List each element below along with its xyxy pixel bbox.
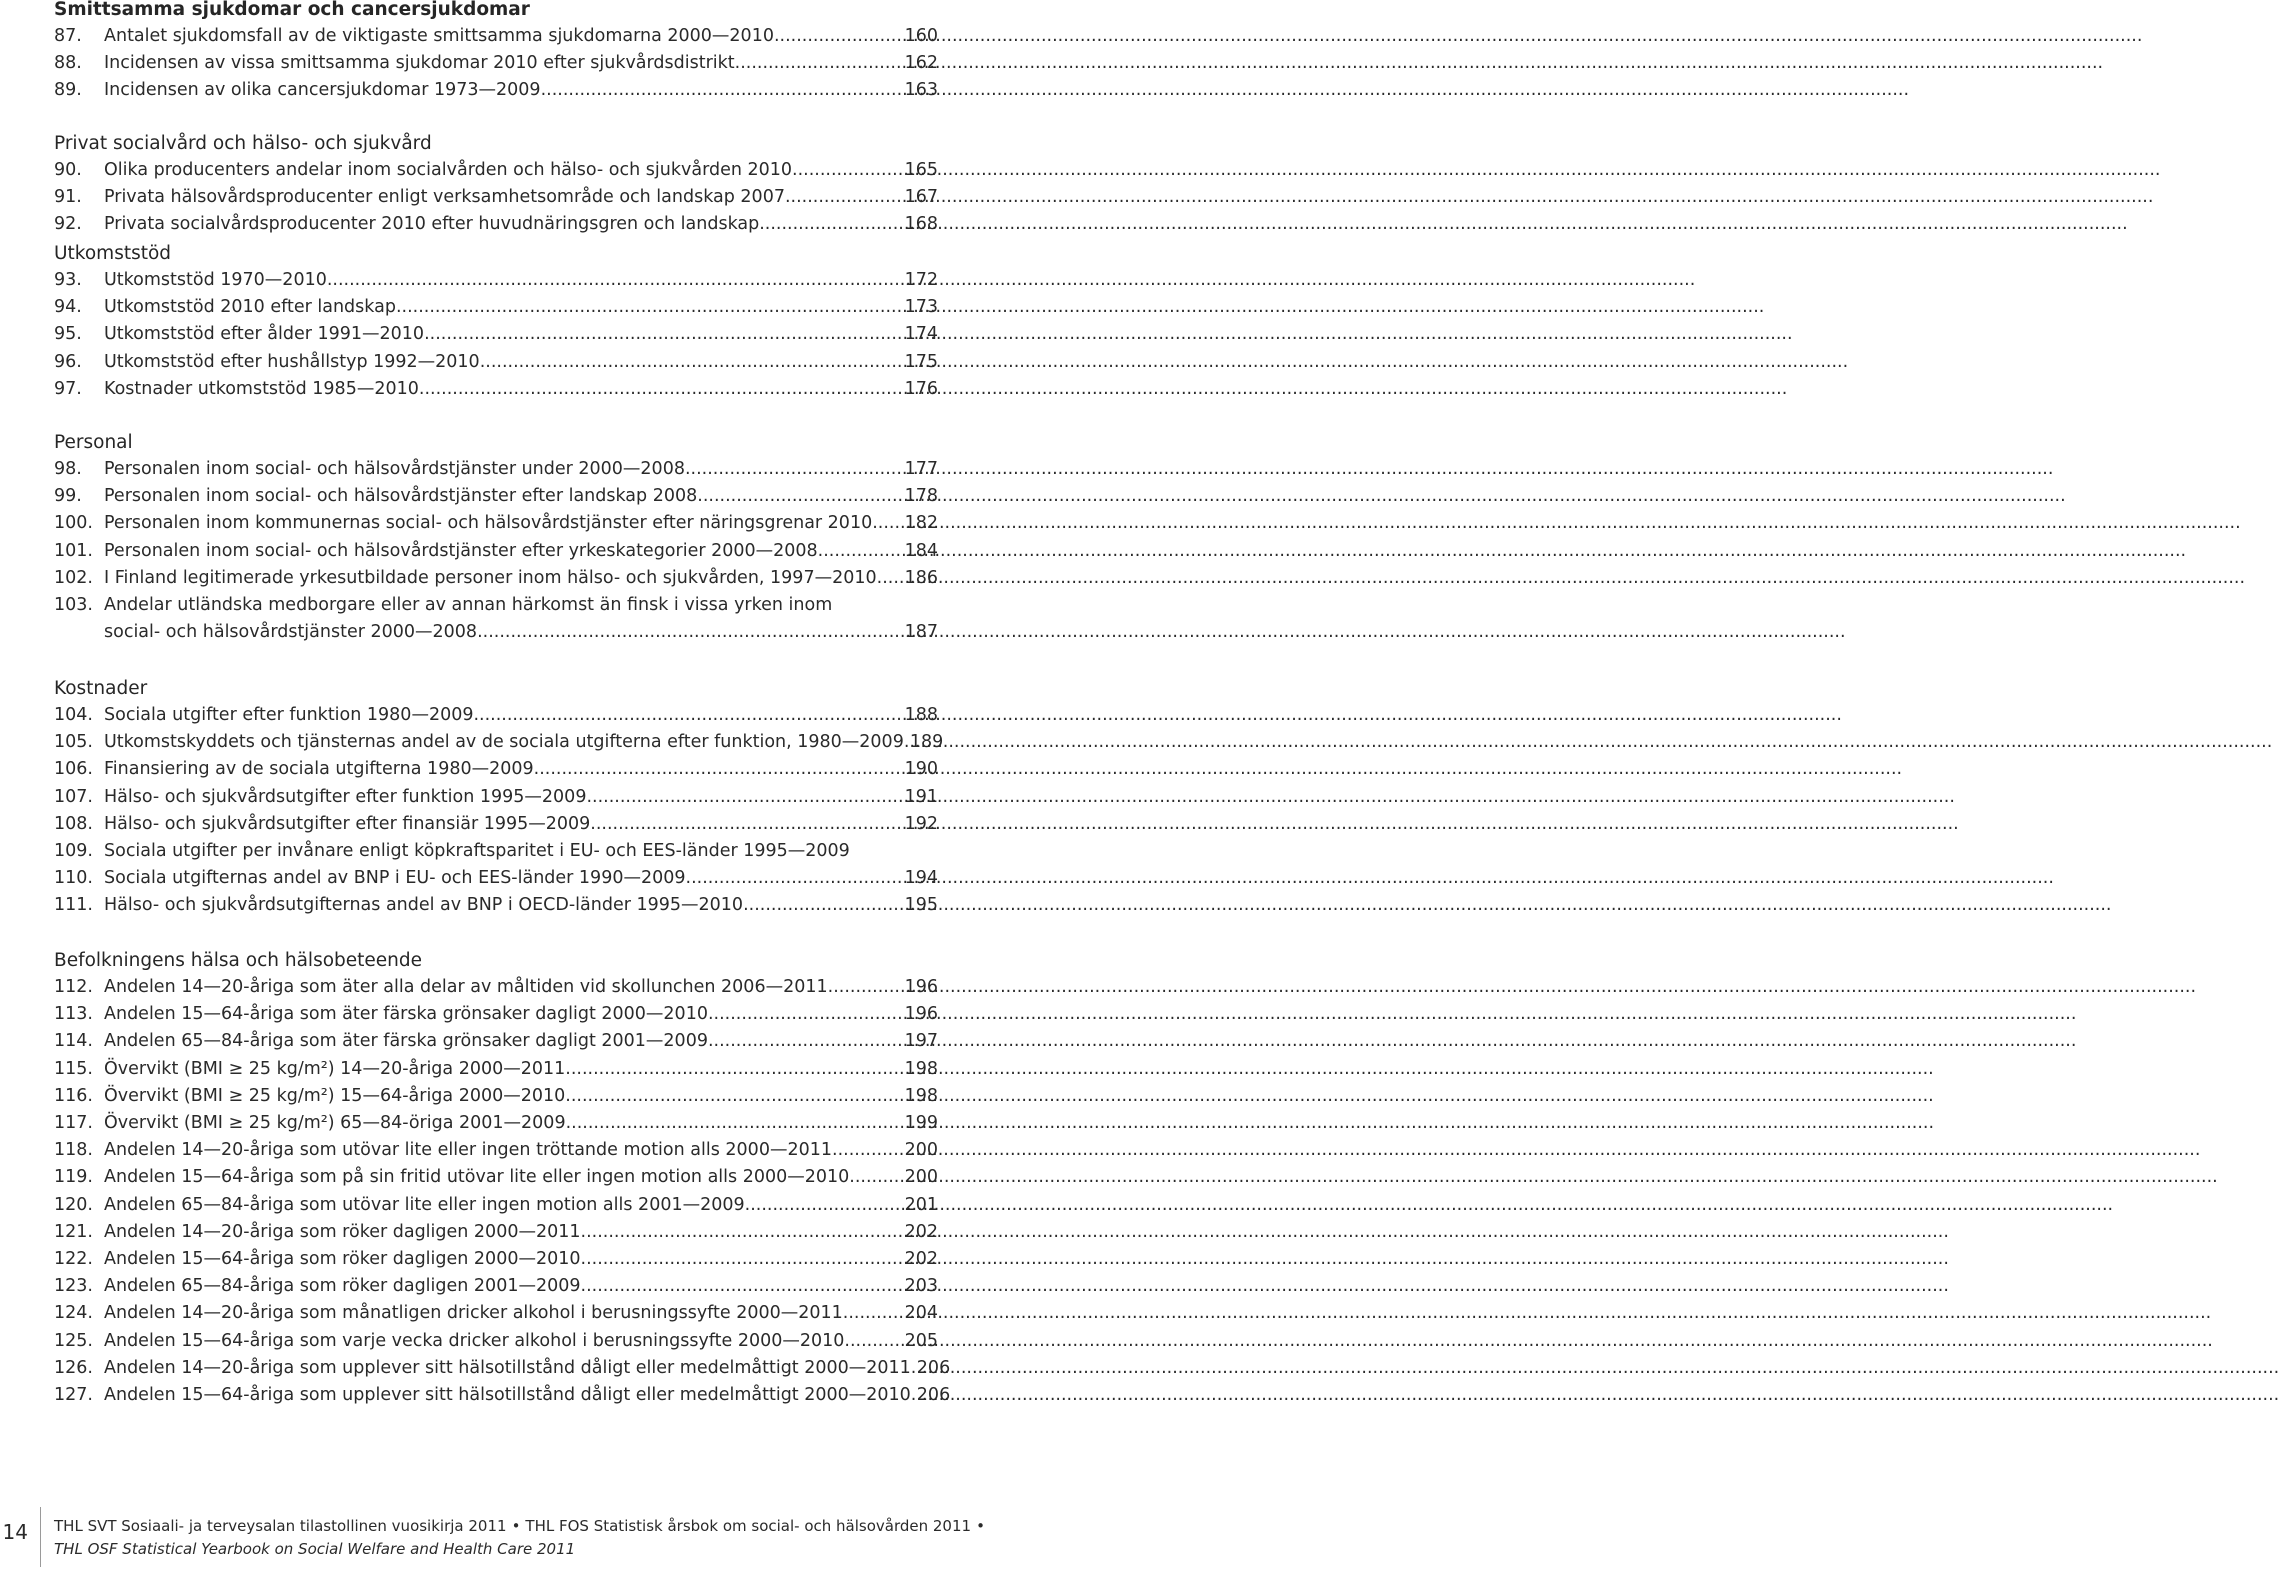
entry-number: 113.	[54, 1004, 93, 1025]
leader-dots	[697, 483, 904, 510]
entry-number: 120.	[54, 1194, 93, 1215]
entry-page: 167	[904, 187, 938, 208]
leader-dots	[877, 565, 905, 592]
entry-number: 89.	[54, 80, 82, 101]
entry-title: Kostnader utkomststöd 1985—2010	[104, 378, 419, 399]
entry-number: 108.	[54, 813, 93, 834]
leader-dots	[424, 321, 905, 348]
toc-entry	[54, 456, 938, 483]
entry-number: 107.	[54, 786, 93, 807]
leader-dots	[849, 1164, 904, 1191]
entry-title: Andelen 14—20-åriga som äter alla delar av måltiden vid skollunchen 2006—2011	[104, 977, 828, 997]
entry-page: 187	[904, 622, 938, 643]
leader-dots	[581, 1219, 905, 1246]
entry-title: Incidensen av olika cancersjukdomar 1973—2009	[104, 80, 541, 101]
entry-number: 99.	[54, 486, 82, 507]
entry-title: Personalen inom social- och hälsovårdstjänster efter yrkeskategorier 2000—2008	[104, 540, 818, 561]
entry-title: Personalen inom kommunernas social- och hälsovårdstjänster efter näringsgrenar 2010	[104, 513, 873, 534]
entry-page: 198	[904, 1085, 938, 1106]
entry-number: 110.	[54, 868, 93, 889]
entry-number: 98.	[54, 459, 82, 479]
entry-title: Hälso- och sjukvårdsutgifter efter funktion 1995—2009	[104, 786, 587, 807]
entry-title: Andelen 65—84-åriga som äter färska grönsaker dagligt 2001—2009	[104, 1031, 708, 1052]
entry-title: Hälso- och sjukvårdsutgifternas andel av BNP i OECD-länder 1995—2010	[104, 895, 744, 916]
leader-dots	[872, 510, 904, 537]
entry-number: 90.	[54, 160, 82, 180]
entry-title: Utkomststöd efter ålder 1991—2010	[104, 324, 425, 345]
entry-page: 165	[904, 160, 938, 180]
entry-number: 104.	[54, 705, 93, 725]
leader-dots	[566, 1110, 905, 1137]
entry-page: 172	[904, 270, 938, 290]
section-heading: Kostnader	[54, 678, 148, 699]
entry-number: 123.	[54, 1276, 93, 1297]
entry-page: 182	[904, 513, 938, 534]
entry-page: 199	[904, 1113, 938, 1134]
toc-entry	[54, 1056, 938, 1083]
entry-page: 197	[904, 1031, 938, 1052]
entry-title: Utkomststöd efter hushållstyp 1992—2010	[104, 351, 480, 372]
entry-title: Finansiering av de sociala utgifterna 1980—2009	[104, 759, 534, 780]
toc-entry	[54, 565, 938, 592]
entry-page: 188	[904, 705, 938, 725]
toc-entry	[54, 483, 938, 510]
toc-entry	[54, 702, 938, 729]
entry-number: 116.	[54, 1085, 93, 1106]
entry-number: 117.	[54, 1113, 93, 1134]
toc-entry	[54, 1083, 938, 1110]
toc-entry	[54, 1164, 938, 1191]
leader-dots	[396, 294, 905, 321]
entry-number: 88.	[54, 53, 82, 74]
entry-title: Andelen 15—64-åriga som på sin fritid utövar lite eller ingen motion alls 2000—2010	[104, 1167, 850, 1188]
entry-number: 126.	[54, 1357, 93, 1378]
leader-dots	[534, 756, 905, 783]
entry-number: 127.	[54, 1385, 93, 1406]
entry-title: Övervikt (BMI ≥ 25 kg/m²) 14—20-åriga 2000—2011	[104, 1058, 566, 1079]
entry-page: 202	[904, 1221, 938, 1242]
entry-number: 100.	[54, 513, 93, 534]
toc-entry	[54, 50, 938, 77]
footer-divider	[40, 1507, 41, 1567]
entry-title: Andelen 65—84-åriga som röker dagligen 2001—2009	[104, 1276, 581, 1297]
toc-entry	[54, 811, 938, 838]
toc-section	[54, 130, 938, 239]
leader-dots	[685, 456, 905, 483]
leader-dots	[686, 865, 905, 892]
entry-number: 125.	[54, 1330, 93, 1351]
entry-number: 112.	[54, 977, 93, 997]
toc-entry	[54, 865, 938, 892]
leader-dots	[473, 702, 904, 729]
entry-page: 201	[904, 1194, 938, 1215]
page-number: 14	[2, 1520, 28, 1544]
toc-entry	[54, 1382, 951, 1409]
leader-dots	[832, 1137, 905, 1164]
toc-section	[54, 947, 951, 1409]
leader-dots	[745, 1192, 905, 1219]
leader-dots	[774, 23, 905, 50]
entry-page: 205	[904, 1330, 938, 1351]
leader-dots	[565, 1056, 904, 1083]
footer-title-fi: THL SVT Sosiaali- ja terveysalan tilastollinen vuosikirja 2011	[54, 1517, 507, 1535]
entry-number: 118.	[54, 1140, 93, 1161]
entry-page: 192	[904, 813, 938, 834]
entry-title: Privata hälsovårdsproducenter enligt verksamhetsområde och landskap 2007	[104, 187, 785, 208]
bullet-icon: •	[976, 1517, 985, 1535]
entry-page: 168	[904, 214, 938, 235]
entry-title-continued: social- och hälsovårdstjänster 2000—2008	[104, 622, 478, 643]
toc-entry	[54, 538, 938, 565]
toc-entry	[54, 784, 938, 811]
toc-entry	[54, 1273, 938, 1300]
toc-entry	[54, 349, 938, 376]
entry-number: 97.	[54, 378, 82, 399]
entry-page: 196	[904, 977, 938, 997]
entry-page: 160	[904, 26, 938, 46]
toc-entry	[54, 1246, 938, 1273]
entry-page: 194	[904, 868, 938, 889]
entry-title: Andelen 14—20-åriga som månatligen dricker alkohol i berusningssyfte 2000—2011	[104, 1303, 843, 1324]
toc-entry	[54, 592, 938, 619]
toc-entry	[54, 1137, 938, 1164]
leader-dots	[708, 1028, 905, 1055]
entry-page: 200	[904, 1167, 938, 1188]
toc-entry	[54, 892, 938, 919]
entry-page: 184	[904, 540, 938, 561]
toc-entry	[54, 77, 938, 104]
toc-entry	[54, 157, 938, 184]
toc-entry	[54, 1300, 938, 1327]
toc-entry	[54, 23, 938, 50]
toc-entry	[54, 1028, 938, 1055]
leader-dots	[586, 784, 904, 811]
leader-dots	[828, 974, 905, 1001]
toc-section	[54, 240, 938, 403]
entry-number: 114.	[54, 1031, 93, 1052]
toc-entry	[54, 267, 938, 294]
leader-dots	[541, 77, 905, 104]
entry-title: Sociala utgifternas andel av BNP i EU- och EES-länder 1990—2009	[104, 868, 686, 889]
entry-page: 203	[904, 1276, 938, 1297]
toc-section	[54, 675, 944, 920]
entry-title: Andelen 15—64-åriga som upplever sitt hälsotillstånd dåligt eller medelmåttigt 2000—2010	[104, 1385, 911, 1406]
footer-title-sv: THL FOS Statistisk årsbok om social- och hälsovården 2011	[525, 1517, 972, 1535]
entry-number: 95.	[54, 324, 82, 345]
toc-entry	[54, 1355, 951, 1382]
entry-title: Personalen inom social- och hälsovårdstjänster under 2000—2008	[104, 459, 685, 479]
entry-page: 173	[904, 297, 938, 318]
entry-page: 186	[904, 567, 938, 588]
entry-number: 91.	[54, 187, 82, 208]
entry-title: Andelen 15—64-åriga som äter färska grönsaker dagligt 2000—2010	[104, 1004, 708, 1025]
entry-page: 163	[904, 80, 938, 101]
entry-title: Incidensen av vissa smittsamma sjukdomar 2010 efter sjukvårdsdistrikt	[104, 53, 735, 74]
leader-dots	[477, 619, 905, 646]
toc-entry	[54, 1328, 938, 1355]
toc-entry	[54, 974, 938, 1001]
entry-title: Övervikt (BMI ≥ 25 kg/m²) 15—64-åriga 2000—2010	[104, 1085, 566, 1106]
toc-entry	[54, 1219, 938, 1246]
leader-dots	[818, 538, 905, 565]
entry-title: Övervikt (BMI ≥ 25 kg/m²) 65—84-öriga 2001—2009	[104, 1113, 566, 1134]
toc-entry	[54, 376, 938, 403]
toc-entry	[54, 729, 944, 756]
leader-dots	[844, 1328, 904, 1355]
section-heading: Befolkningens hälsa och hälsobeteende	[54, 950, 423, 971]
leader-dots	[327, 267, 905, 294]
entry-title: Andelen 14—20-åriga som upplever sitt hälsotillstånd dåligt eller medelmåttigt 2000—2011	[104, 1357, 911, 1378]
leader-dots	[759, 211, 904, 238]
leader-dots	[785, 184, 905, 211]
entry-number: 102.	[54, 567, 93, 588]
toc-entry	[54, 184, 938, 211]
bullet-icon: •	[511, 1517, 521, 1535]
toc-entry	[54, 510, 938, 537]
entry-number: 124.	[54, 1303, 93, 1324]
entry-number: 94.	[54, 297, 82, 318]
section-heading: Privat socialvård och hälso- och sjukvård	[54, 133, 432, 154]
toc-entry	[54, 1001, 938, 1028]
toc-entry-continuation	[54, 619, 938, 646]
entry-number: 119.	[54, 1167, 93, 1188]
leader-dots	[581, 1246, 905, 1273]
entry-title: Utkomststöd 1970—2010	[104, 270, 327, 290]
entry-number: 96.	[54, 351, 82, 372]
toc-entry	[54, 756, 938, 783]
section-heading: Utkomststöd	[54, 243, 172, 264]
entry-page: 191	[904, 786, 938, 807]
leader-dots	[480, 349, 905, 376]
entry-page: 195	[904, 895, 938, 916]
entry-title: Andelen 15—64-åriga som röker dagligen 2000—2010	[104, 1249, 581, 1270]
entry-page: 174	[904, 324, 938, 345]
leader-dots	[419, 376, 905, 403]
footer-title-en: THL OSF Statistical Yearbook on Social Welfare and Health Care 2011	[54, 1540, 576, 1558]
entry-title: Hälso- och sjukvårdsutgifter efter finansiär 1995—2009	[104, 813, 591, 834]
entry-title: Personalen inom social- och hälsovårdstjänster efter landskap 2008	[104, 486, 698, 507]
entry-title: Andelen 65—84-åriga som utövar lite eller ingen motion alls 2001—2009	[104, 1194, 745, 1215]
entry-page: 200	[904, 1140, 938, 1161]
entry-title: Sociala utgifter efter funktion 1980—2009	[104, 705, 474, 725]
entry-title: Privata socialvårdsproducenter 2010 efter huvudnäringsgren och landskap	[104, 214, 760, 235]
entry-number: 105.	[54, 732, 93, 753]
entry-title: Utkomststöd 2010 efter landskap	[104, 297, 396, 318]
entry-title: I Finland legitimerade yrkesutbildade personer inom hälso- och sjukvården, 1997—2010	[104, 567, 877, 588]
entry-title: Andelar utländska medborgare eller av annan härkomst än finsk i vissa yrken inom	[104, 595, 833, 616]
entry-page: 198	[904, 1058, 938, 1079]
entry-page: 190	[904, 759, 938, 780]
toc-section	[54, 0, 938, 105]
toc-entry	[54, 211, 938, 238]
entry-page: 206	[916, 1357, 951, 1378]
toc-section	[54, 429, 938, 646]
entry-title: Olika producenters andelar inom socialvården och hälso- och sjukvården 2010	[104, 160, 793, 180]
entry-title: Andelen 15—64-åriga som varje vecka dricker alkohol i berusningssyfte 2000—2010	[104, 1330, 845, 1351]
entry-page: 206	[916, 1385, 951, 1406]
entry-page: 178	[904, 486, 938, 507]
entry-page: 204	[904, 1303, 938, 1324]
entry-number: 122.	[54, 1249, 93, 1270]
entry-number: 109.	[54, 841, 93, 862]
entry-number: 103.	[54, 595, 93, 616]
section-heading: Personal	[54, 432, 133, 453]
leader-dots	[590, 811, 904, 838]
toc-entry	[54, 321, 938, 348]
entry-title: Antalet sjukdomsfall av de viktigaste smittsamma sjukdomarna 2000—2010	[104, 26, 774, 46]
leader-dots	[581, 1273, 905, 1300]
entry-number: 111.	[54, 895, 93, 916]
section-heading: Smittsamma sjukdomar och cancersjukdomar	[54, 0, 530, 20]
toc-entry	[54, 1110, 938, 1137]
entry-page: 176	[904, 378, 938, 399]
entry-title: Sociala utgifter per invånare enligt köpkraftsparitet i EU- och EES-länder 1995—2009	[104, 841, 850, 862]
entry-page: 162	[904, 53, 938, 74]
entry-number: 115.	[54, 1058, 93, 1079]
entry-title: Andelen 14—20-åriga som utövar lite eller ingen tröttande motion alls 2000—2011	[104, 1140, 832, 1161]
entry-page: 177	[904, 459, 938, 479]
entry-title: Utkomstskyddets och tjänsternas andel av de sociala utgifterna efter funktion, 1980—2009	[104, 732, 904, 753]
entry-number: 101.	[54, 540, 93, 561]
toc-entry	[54, 838, 938, 865]
entry-title: Andelen 14—20-åriga som röker dagligen 2000—2011	[104, 1221, 581, 1242]
entry-number: 93.	[54, 270, 82, 290]
toc-entry	[54, 294, 938, 321]
entry-page: 196	[904, 1004, 938, 1025]
entry-number: 87.	[54, 26, 82, 46]
leader-dots	[843, 1300, 905, 1327]
entry-number: 92.	[54, 214, 82, 235]
entry-page: 202	[904, 1249, 938, 1270]
entry-number: 121.	[54, 1221, 93, 1242]
footer-line-1	[54, 1517, 990, 1535]
leader-dots	[735, 50, 905, 77]
entry-page: 175	[904, 351, 938, 372]
leader-dots	[708, 1001, 905, 1028]
leader-dots	[743, 892, 905, 919]
leader-dots	[565, 1083, 904, 1110]
toc-entry	[54, 1192, 938, 1219]
entry-number: 106.	[54, 759, 93, 780]
entry-page: 189	[909, 732, 944, 753]
leader-dots	[792, 157, 905, 184]
